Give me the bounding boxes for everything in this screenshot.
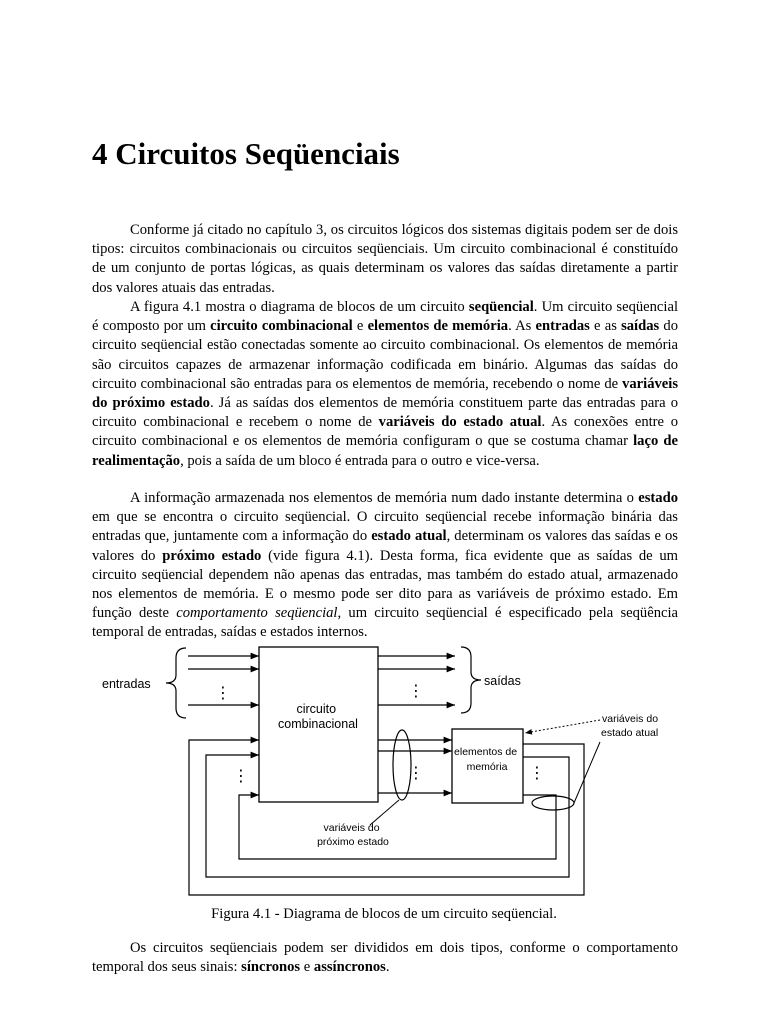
output-ellipsis: ⋮ xyxy=(408,683,424,700)
current-state-label: variáveis do estado atual xyxy=(601,713,659,739)
saidas-label: saídas xyxy=(484,674,521,688)
entradas-label: entradas xyxy=(102,677,151,691)
term-assincronos: assíncronos xyxy=(313,959,386,976)
paragraph-intro: Conforme já citado no capítulo 3, os circuitos lógicos dos sistemas digitais podem ser de dois tipos: circuitos combinacionais ou circuitos seqüenciais. Um circuito combinacional é constituído de um conjunto de portas lógicas, as quais determinam os valores das saídas diretamente a partir dos valores atuais das entradas. xyxy=(92,222,678,296)
paragraph-block-diagram: A figura 4.1 mostra o diagrama de blocos de um circuito seqüencial. Um circuito seqüencial é composto por um circuito combinacional e elementos de memória. As entradas e as saídas do circuito seqüencial estão conectadas somente ao circuito combinacional. Os elementos de memória são circuitos capazes de armazenar informação codificada em binário. Algumas das saídas do circuito combinacional são entradas para os elementos de memória, recebendo o nome de variáveis do próximo estado. Já as saídas dos elementos de memória constituem parte das entradas para o circuito combinacional e recebem o nome de variáveis do estado atual. As conexões entre o circuito combinacional e os elementos de memória configuram o que se costuma chamar laço de realimentação, pois a saída de um bloco é entrada para o outro e vice-versa. xyxy=(92,299,679,469)
term-proximo-estado: próximo estado xyxy=(162,547,262,564)
term-estado-atual: estado atual xyxy=(371,528,447,545)
chapter-title: 4 Circuitos Seqüenciais xyxy=(92,136,400,171)
outputs-brace xyxy=(461,647,481,713)
term-comportamento-sequencial: comportamento seqüencial xyxy=(176,605,338,622)
memory-label: elementos de memória xyxy=(454,746,518,773)
block-diagram-svg xyxy=(96,640,676,910)
figure-caption: Figura 4.1 - Diagrama de blocos de um circuito seqüencial. xyxy=(211,906,557,922)
current-state-pointer xyxy=(574,742,600,803)
next-state-ellipsis: ⋮ xyxy=(408,765,424,782)
current-state-dotted-arrow xyxy=(525,720,600,733)
paragraph-types: Os circuitos seqüenciais podem ser divididos em dois tipos, conforme o comportamento temporal dos seus sinais: síncronos e assíncronos. xyxy=(92,940,678,976)
feedback-loops xyxy=(189,740,584,895)
feedback-ellipsis-right: ⋮ xyxy=(529,765,545,782)
term-saidas: saídas xyxy=(621,318,660,335)
term-variaveis-proximo-estado: variáveis do próximo estado xyxy=(92,375,678,412)
term-laco-de-realimentacao: laço de realimentação xyxy=(92,433,678,469)
input-ellipsis: ⋮ xyxy=(215,685,231,702)
term-entradas: entradas xyxy=(535,318,590,335)
term-circuito-combinacional: circuito combinacional xyxy=(210,318,353,335)
current-state-ellipse xyxy=(532,796,574,810)
combinational-label: circuito combinacional xyxy=(278,702,358,731)
term-sequencial: seqüencial xyxy=(468,299,534,315)
feedback-ellipsis-left: ⋮ xyxy=(233,768,249,785)
term-elementos-de-memoria: elementos de memória xyxy=(367,318,509,335)
term-variaveis-estado-atual: variáveis do estado atual xyxy=(378,414,542,431)
inputs-brace xyxy=(166,648,186,718)
figure-block-diagram xyxy=(96,640,676,910)
term-sincronos: síncronos xyxy=(241,959,301,976)
paragraph-state: A informação armazenada nos elementos de memória num dado instante determina o estado em que se encontra o circuito seqüencial. O circuito seqüencial recebe informação binária das entradas que, juntamente com a informação do estado atual, determinam os valores das saídas e os valores do próximo estado (vide figura 4.1). Desta forma, fica evidente que as saídas de um circuito seqüencial dependem não apenas das entradas, mas também do estado atual, armazenado nos elementos de memória. E o mesmo pode ser dito para as variáveis de próximo estado. Em função deste comportamento seqüencial, um circuito seqüencial é especificado pela seqüência temporal de entradas, saídas e estados internos. xyxy=(92,490,678,641)
term-estado: estado xyxy=(638,490,678,506)
next-state-label: variáveis do próximo estado xyxy=(317,822,389,848)
